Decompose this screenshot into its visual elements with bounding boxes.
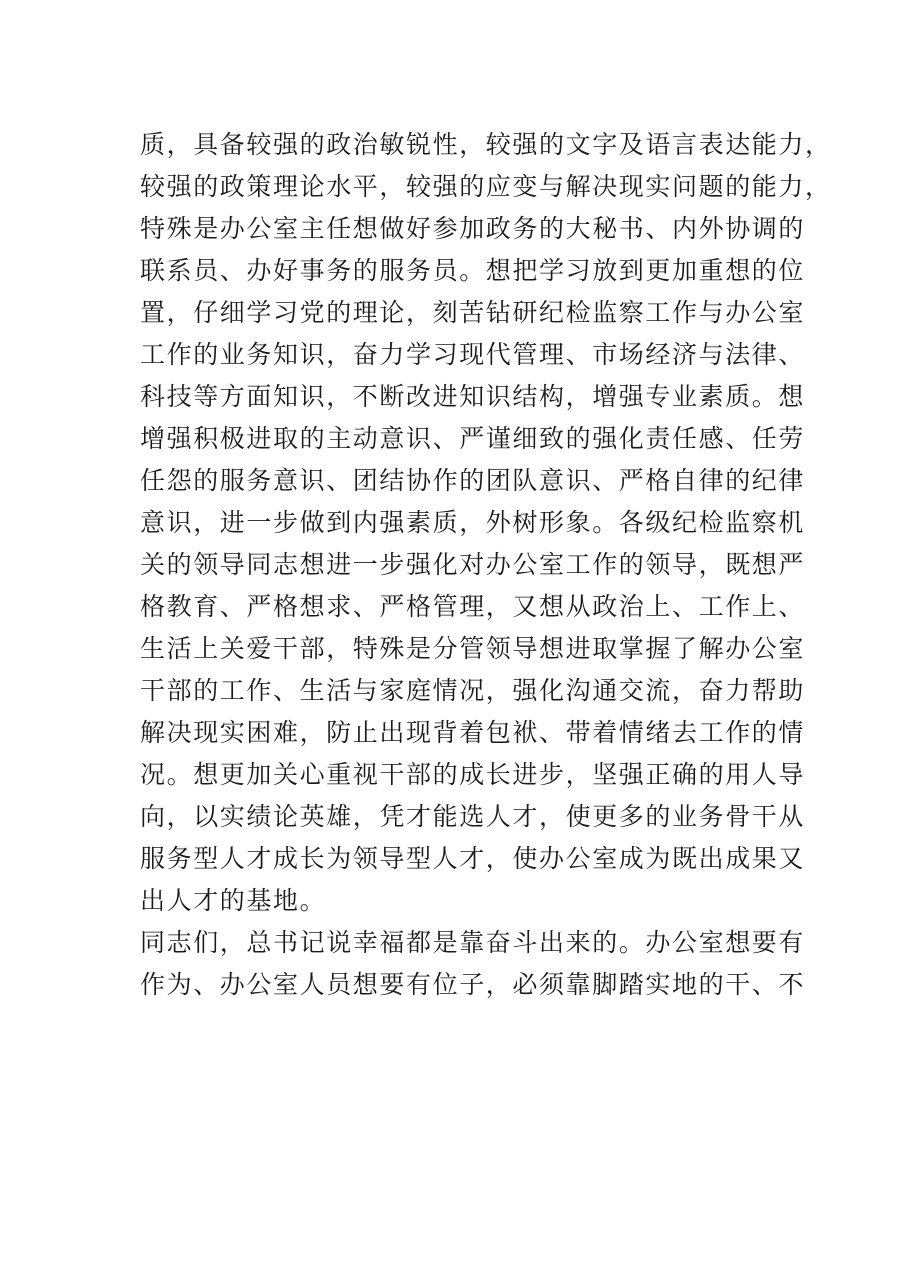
text-line: 任怨的服务意识、团结协作的团队意识、严格自律的纪律 [140, 466, 806, 495]
text-line: 科技等方面知识，不断改进知识结构，增强专业素质。想 [140, 382, 806, 411]
text-line: 解决现实困难，防止出现背着包袱、带着情绪去工作的情 [140, 718, 806, 747]
text-line: 较强的政策理论水平，较强的应变与解决现实问题的能力， [140, 172, 832, 201]
text-line: 向，以实绩论英雄，凭才能选人才，使更多的业务骨干从 [140, 802, 806, 831]
text-line: 干部的工作、生活与家庭情况，强化沟通交流，奋力帮助 [140, 676, 806, 705]
text-line: 生活上关爱干部，特殊是分管领导想进取掌握了解办公室 [140, 634, 806, 663]
text-line: 特殊是办公室主任想做好参加政务的大秘书、内外协调的 [140, 214, 806, 243]
text-line: 作为、办公室人员想要有位子，必须靠脚踏实地的干、不 [140, 970, 806, 999]
text-line: 置，仔细学习党的理论，刻苦钻研纪检监察工作与办公室 [140, 298, 806, 327]
text-line: 出人才的基地。 [140, 886, 327, 915]
text-line: 格教育、严格想求、严格管理，又想从政治上、工作上、 [140, 592, 806, 621]
text-line: 况。想更加关心重视干部的成长进步，坚强正确的用人导 [140, 760, 806, 789]
text-line: 同志们，总书记说幸福都是靠奋斗出来的。办公室想要有 [140, 928, 806, 957]
text-line: 服务型人才成长为领导型人才，使办公室成为既出成果又 [140, 844, 806, 873]
text-line: 工作的业务知识，奋力学习现代管理、市场经济与法律、 [140, 340, 806, 369]
text-line: 关的领导同志想进一步强化对办公室工作的领导，既想严 [140, 550, 806, 579]
document-body [140, 124, 832, 1006]
text-line: 质，具备较强的政治敏锐性，较强的文字及语言表达能力， [140, 130, 832, 159]
text-line: 意识，进一步做到内强素质，外树形象。各级纪检监察机 [140, 508, 806, 537]
text-line: 联系员、办好事务的服务员。想把学习放到更加重想的位 [140, 256, 806, 285]
text-line: 增强积极进取的主动意识、严谨细致的强化责任感、任劳 [140, 424, 806, 453]
